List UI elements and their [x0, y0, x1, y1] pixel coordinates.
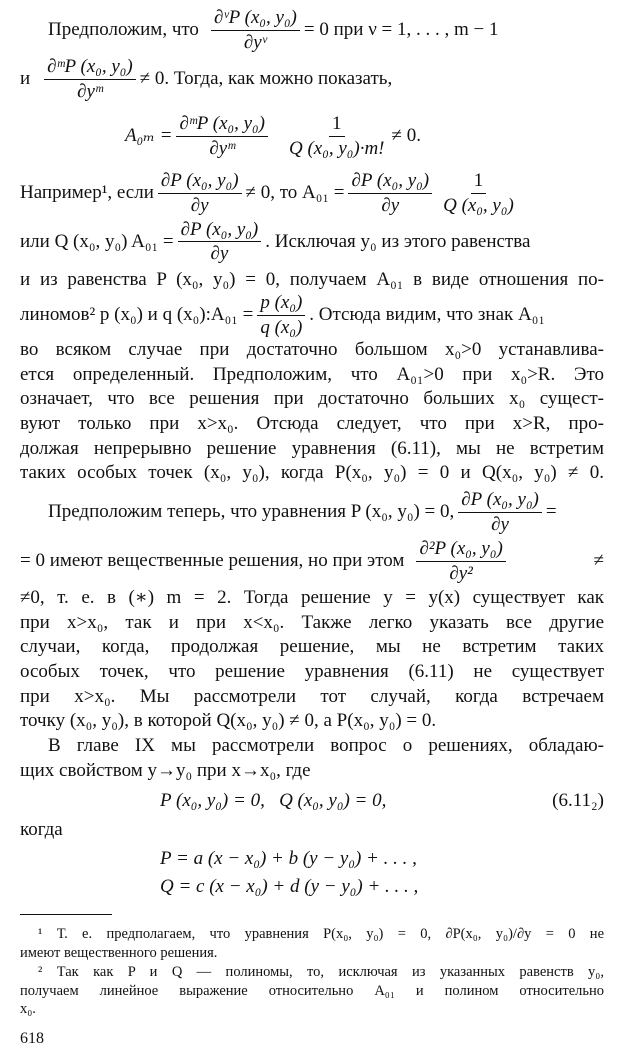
- fraction-denominator: Q (x₀, y₀)·m!: [289, 137, 385, 159]
- text-line: [20, 539, 604, 584]
- fraction: [257, 293, 305, 338]
- fraction-numerator: 1: [329, 114, 345, 137]
- text-span: . Исключая y₀ из этого равенства: [265, 230, 531, 252]
- fraction-numerator: ∂P (x₀, y₀): [158, 171, 242, 194]
- fraction-denominator: ∂y²: [449, 562, 473, 584]
- footnote-line: ¹ Т. е. предполагаем, что уравнения P(x₀, y₀) = 0, ∂P(x₀, y₀)/∂y = 0 не: [38, 926, 604, 943]
- text-line: особых точек, что решение уравнения (6.11) не существует: [20, 660, 604, 682]
- text-line: [20, 490, 604, 535]
- fraction-numerator: 1: [471, 171, 487, 194]
- text-span: ≠ 0. Тогда, как можно показать,: [139, 67, 393, 89]
- text-line: когда: [20, 819, 63, 840]
- text-span: или Q (x₀, y₀) A₀₁ =: [20, 230, 174, 252]
- fraction-denominator: Q (x₀, y₀): [443, 194, 514, 216]
- equation-number: (6.11₂): [552, 790, 604, 812]
- fraction-numerator: ∂P (x₀, y₀): [178, 220, 262, 243]
- fraction: [158, 171, 242, 216]
- fraction-numerator: ∂P (x₀, y₀): [348, 171, 432, 194]
- text-line: [20, 57, 604, 102]
- footnote-line: имеют вещественного решения.: [20, 944, 218, 961]
- page-number: 618: [20, 1030, 44, 1048]
- fraction-numerator: ∂ᵐP (x₀, y₀): [176, 114, 268, 137]
- equation-body: Q = c (x − x₀) + d (y − y₀) + . . . ,: [160, 876, 419, 898]
- fraction: [440, 171, 517, 216]
- fraction-numerator: ∂ᵛP (x₀, y₀): [211, 8, 300, 31]
- text-span: = 0 имеют вещественные решения, но при этом: [20, 550, 405, 572]
- text-line: [20, 171, 604, 216]
- fraction-denominator: ∂y: [381, 194, 400, 216]
- equation-body: P = a (x − x₀) + b (y − y₀) + . . . ,: [160, 847, 417, 869]
- fraction-denominator: ∂yᵐ: [209, 137, 236, 159]
- text-span: ≠ 0, то A₀₁ =: [245, 181, 345, 203]
- footnote-line: ² Так как P и Q — полиномы, то, исключая из указанных равенств y₀,: [38, 963, 604, 980]
- text-line: означает, что все решения при достаточно больших x₀ сущест-: [20, 388, 604, 410]
- text-span: и: [20, 67, 31, 89]
- text-line: [20, 293, 604, 338]
- fraction-denominator: ∂yᵐ: [77, 80, 103, 102]
- fraction: [348, 171, 432, 216]
- fraction: [176, 114, 268, 159]
- page-body: [20, 8, 604, 1050]
- footnote-line: x₀.: [20, 1001, 36, 1018]
- equation-rhs: ≠ 0.: [391, 124, 421, 146]
- fraction: [458, 490, 542, 535]
- fraction-numerator: ∂²P (x₀, y₀): [416, 539, 505, 562]
- display-equation: [20, 847, 604, 872]
- fraction-numerator: ∂P (x₀, y₀): [458, 490, 542, 513]
- text-span: Предположим, что: [48, 19, 199, 41]
- fraction: [178, 220, 262, 265]
- equation-body: P (x₀, y₀) = 0, Q (x₀, y₀) = 0,: [160, 790, 387, 812]
- text-line: и из равенства P (x₀, y₀) = 0, получаем A₀₁ в виде отношения по-: [20, 269, 604, 291]
- text-span: = 0 при ν = 1, . . . , m − 1: [303, 19, 499, 41]
- display-equation: [20, 114, 604, 159]
- footnotes: [20, 925, 604, 1019]
- fraction: [211, 8, 300, 53]
- footnote-line: получаем линейное выражение относительно A₀₁ и полином относительно: [20, 982, 604, 999]
- text-line: В главе IX мы рассмотрели вопрос о решениях, обладаю-: [48, 734, 604, 756]
- display-equation: [20, 789, 604, 814]
- text-line: вуют только при x>x₀. Отсюда следует, что при x>R, про-: [20, 413, 604, 434]
- text-line: ≠0, т. е. в (∗) m = 2. Тогда решение y = y(x) существует как: [20, 586, 604, 608]
- text-line: точку (x₀, y₀), в которой Q(x₀, y₀) ≠ 0, а P(x₀, y₀) = 0.: [20, 710, 437, 732]
- fraction-denominator: ∂y: [190, 194, 209, 216]
- fraction: [286, 114, 388, 159]
- text-span: ≠: [593, 550, 604, 572]
- text-line: [20, 220, 604, 265]
- equation-lhs: A₀ₘ =: [125, 124, 173, 146]
- text-line: при x>x₀. Мы рассмотрели тот случай, когда встречаем: [20, 685, 604, 707]
- text-span: Например¹, если: [20, 181, 154, 203]
- display-equation: [20, 875, 604, 900]
- text-line: при x>x₀, так и при x<x₀. Также легко указать все другие: [20, 611, 604, 633]
- text-span: линомов² p (x₀) и q (x₀):A₀₁ =: [20, 304, 254, 326]
- text-line: случаи, когда, продолжая решение, мы не встретим таких: [20, 636, 604, 658]
- text-line: таких особых точек (x₀, y₀), когда P(x₀, y₀) = 0 и Q(x₀, y₀) ≠ 0.: [20, 462, 604, 484]
- fraction: [416, 539, 505, 584]
- fraction-denominator: ∂y: [210, 243, 229, 265]
- text-line: должая непрерывно решение уравнения (6.11), мы не встретим: [20, 437, 604, 459]
- text-line: щих свойством y→y₀ при x→x₀, где: [20, 759, 311, 781]
- fraction-numerator: p (x₀): [257, 293, 305, 316]
- fraction-numerator: ∂ᵐP (x₀, y₀): [44, 57, 136, 80]
- fraction-denominator: ∂yᵛ: [243, 31, 267, 53]
- text-line: ется определенный. Предположим, что A₀₁>0 при x₀>R. Это: [20, 363, 604, 385]
- text-span: =: [545, 501, 557, 523]
- text-line: [20, 8, 604, 53]
- footnote-divider: [20, 914, 112, 915]
- text-line: во всяком случае при достаточно большом x₀>0 устанавлива-: [20, 338, 604, 360]
- fraction-denominator: q (x₀): [260, 317, 303, 338]
- text-span: . Отсюда видим, что знак A₀₁: [309, 304, 545, 326]
- fraction: [44, 57, 136, 102]
- fraction-denominator: ∂y: [491, 514, 509, 535]
- text-span: Предположим теперь, что уравнения P (x₀, y₀) = 0,: [48, 501, 455, 523]
